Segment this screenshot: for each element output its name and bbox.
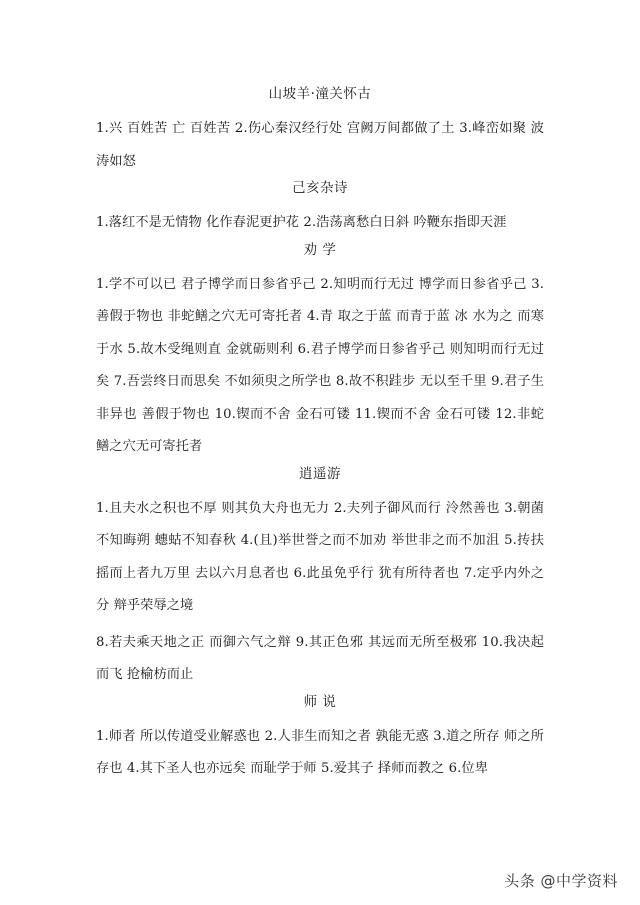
section-shanpoyang xyxy=(96,84,544,178)
section-paragraph: 1.学不可以已 君子博学而日参省乎己 2.知明而行无过 博学而日参省乎己 3.善假于物也 非蛇鳝之穴无可寄托者 4.青 取之于蓝 而青于蓝 冰 水为之 而寒于水 5.故木受绳则直 金就砺则利 6.君子博学而日参省乎己 则知明而行无过矣 7.吾尝终日而思矣 不如须臾之所学也 8.故不积跬步 无以至千里 9.君子生非异也 善假于物也 10.锲而不舍 金石可镂 11.锲而不舍 金石可镂 12.非蛇鳝之穴无可寄托者 xyxy=(96,276,544,454)
section-paragraph: 1.兴 百姓苦 亡 百姓苦 2.伤心秦汉经行处 宫阙万间都做了土 3.峰峦如聚 波涛如怒 xyxy=(96,121,544,169)
section-paragraph: 1.落红不是无情物 化作春泥更护花 2.浩荡离愁白日斜 吟鞭东指即天涯 xyxy=(96,215,507,230)
section-title: 劝 学 xyxy=(303,241,337,258)
section-jihai-zashi xyxy=(96,178,544,240)
section-shishuo xyxy=(96,692,544,786)
section-title: 山坡羊·潼关怀古 xyxy=(268,86,372,102)
section-xiaoyaoyou xyxy=(96,464,544,692)
section-title: 逍遥游 xyxy=(299,465,341,482)
section-title: 师 说 xyxy=(303,693,337,710)
section-paragraph: 8.若夫乘天地之正 而御六气之辩 9.其正色邪 其远而无所至极邪 10.我决起而飞 抢榆枋而止 xyxy=(96,634,544,682)
section-title: 己亥杂诗 xyxy=(292,180,348,196)
watermark: 头条 @中学资料 xyxy=(504,872,618,890)
section-paragraph: 1.且夫水之积也不厚 则其负大舟也无力 2.夫列子御风而行 泠然善也 3.朝菌不知晦朔 蟪蛄不知春秋 4.(且)举世誉之而不加劝 举世非之而不加沮 5.抟扶摇而上者九万里 去以六月息者也 6.此虽免乎行 犹有所待者也 7.定乎内外之分 辩乎荣辱之境 xyxy=(96,500,544,613)
section-paragraph: 1.师者 所以传道受业解惑也 2.人非生而知之者 孰能无惑 3.道之所存 师之所存也 4.其下圣人也亦远矣 而耻学于师 5.爱其子 择师而教之 6.位卑 xyxy=(96,728,544,776)
section-quanxue xyxy=(96,240,544,464)
